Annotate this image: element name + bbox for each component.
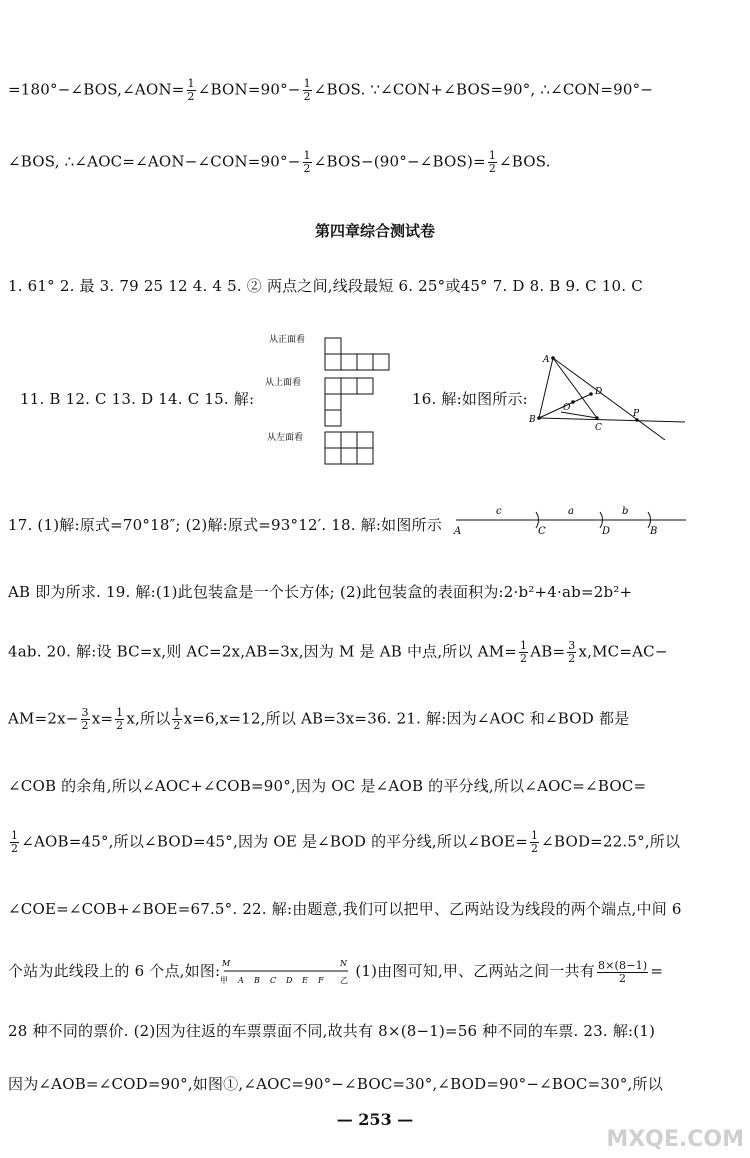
text-line-1 [8,78,742,103]
label-C: C [538,526,546,537]
text-line-5: 17. (1)解:原式=70°18″; (2)解:原式=93°12′. 18. 解:如图所示 [8,516,442,534]
three-views-figure [265,328,405,468]
line-1-part-c: ∠BOS. ∵∠CON+∠BOS=90°, ∴∠CON=90°− [313,80,654,99]
line-1-part-a: =180°−∠BOS,∠AON= [8,80,185,99]
line-10-part-b: ∠BOD=22.5°,所以 [541,832,681,851]
line-8-part-a: AM=2x− [8,709,79,728]
fraction-half: $\frac{1}{2}$ [520,639,528,665]
text-line-12 [8,957,742,987]
top-view-label: 从上面看 [265,378,302,388]
fraction-three-halves: $\frac{3}{2}$ [81,706,89,732]
fraction-half: $\frac{1}{2}$ [187,77,195,103]
label-b: b [622,506,629,517]
text-line-9: ∠COB 的余角,所以∠AOC+∠COB=90°,因为 OC 是∠AOB 的平分线,所以∠AOC=∠BOC= [8,777,647,795]
line-12-part-c: = [650,962,664,980]
label-B: B [529,415,536,425]
geometry-figure-16 [525,350,690,440]
text-line-7 [8,640,742,665]
label-N: N [340,959,348,968]
line-12-part-a: 个站为此线段上的 6 个点,如图: [8,962,221,980]
fraction-half: $\frac{1}{2}$ [303,149,311,175]
text-line-6: AB 即为所求. 19. 解:(1)此包装盒是一个长方体; (2)此包装盒的表面积为:2·b²+4·ab=2b²+ [8,583,633,601]
label-D: D [602,526,611,537]
label-P: P [633,409,640,419]
watermark: MXQE.COM [606,1127,744,1152]
line-2-part-b: ∠BOS−(90°−∠BOS)= [313,152,486,171]
point-label: C [270,976,277,985]
fraction-tickets: $\frac{8\times(8-1)}{2}$ [597,958,648,985]
line-8-part-d: x=6,x=12,所以 AB=3x=36. 21. 解:因为∠AOC 和∠BOD 都是 [183,709,630,728]
label-a: a [568,506,574,517]
text-line-4b: 16. 解:如图所示: [412,390,528,408]
label-M: M [222,959,231,968]
label-O: O [563,403,571,413]
label-C: C [595,423,602,433]
label-A: A [454,526,462,537]
fraction-half: $\frac{1}{2}$ [173,706,181,732]
point-label: B [254,976,261,985]
segment-figure-22 [220,957,355,987]
fraction-half: $\frac{1}{2}$ [116,706,124,732]
segment-figure-18 [452,500,692,540]
label-A: A [543,355,550,365]
label-start: 甲 [220,976,229,985]
front-view-grid [325,338,389,370]
line-2-part-c: ∠BOS. [499,152,551,171]
label-D: D [595,387,603,397]
text-line-14: 因为∠AOB=∠COD=90°,如图①,∠AOC=90°−∠BOC=30°,∠BOD=90°−∠BOC=30°,所以 [8,1075,663,1093]
point-label: D [286,976,293,985]
front-view-label: 从正面看 [269,335,306,345]
label-c: c [496,506,502,517]
top-view-grid [325,378,373,426]
line-8-part-b: x= [91,709,114,728]
left-view-grid [325,432,373,464]
line-12-part-b: (1)由图可知,甲、乙两站之间一共有 [355,962,595,980]
text-line-13: 28 种不同的票价. (2)因为往返的车票票面不同,故共有 8×(8−1)=56 种不同的车票. 23. 解:(1) [8,1022,656,1040]
page-number: — 253 — [336,1110,414,1129]
label-B: B [650,526,658,537]
line-7-part-b: AB= [530,642,566,661]
fraction-half: $\frac{1}{2}$ [11,829,19,855]
label-end: 乙 [340,976,349,985]
line-10-part-a: ∠AOB=45°,所以∠BOD=45°,因为 OE 是∠BOD 的平分线,所以∠BOE= [21,832,528,851]
text-line-10 [8,830,742,855]
point-label: F [318,976,325,985]
line-8-part-c: x,所以 [126,709,171,728]
line-7-part-a: 4ab. 20. 解:设 BC=x,则 AC=2x,AB=3x,因为 M 是 AB 中点,所以 AM= [8,642,518,661]
text-line-3: 1. 61° 2. 最 3. 79 25 12 4. 4 5. ② 两点之间,线段最短 6. 25°或45° 7. D 8. B 9. C 10. C [8,277,643,295]
line-1-part-b: ∠BON=90°− [197,80,301,99]
fraction-half: $\frac{1}{2}$ [488,149,497,175]
point-label: A [238,976,245,985]
point-label: E [302,976,309,985]
text-line-8 [8,707,742,732]
text-line-2 [8,150,742,175]
fraction-half: $\frac{1}{2}$ [303,77,311,103]
line-7-part-c: x,MC=AC− [578,642,668,661]
left-view-label: 从左面看 [267,433,304,443]
fraction-half: $\frac{1}{2}$ [530,829,539,855]
text-line-4a: 11. B 12. C 13. D 14. C 15. 解: [20,390,255,408]
line-2-part-a: ∠BOS, ∴∠AOC=∠AON−∠CON=90°− [8,152,301,171]
section-title: 第四章综合测试卷 [314,222,435,240]
fraction-three-halves: $\frac{3}{2}$ [568,639,576,665]
text-line-11: ∠COE=∠COB+∠BOE=67.5°. 22. 解:由题意,我们可以把甲、乙两站设为线段的两个端点,中间 6 [8,900,682,918]
